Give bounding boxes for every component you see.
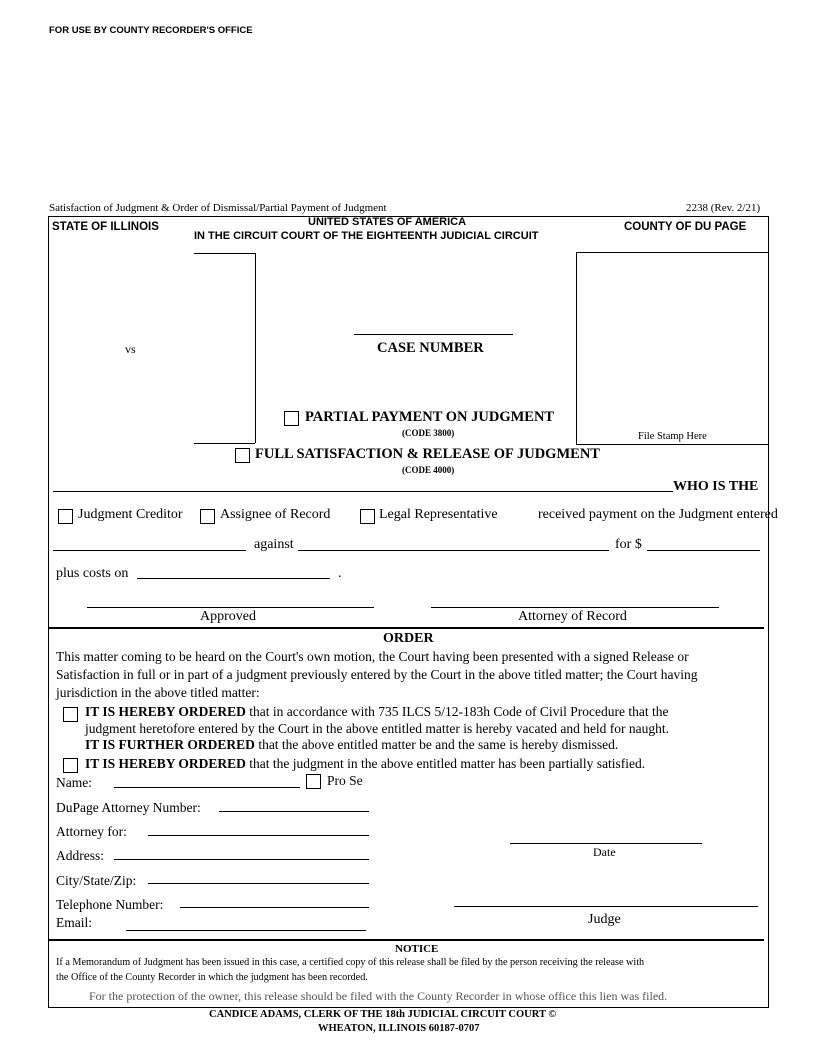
city-state-zip-field[interactable] <box>148 883 369 884</box>
judgment-creditor-checkbox[interactable] <box>58 509 73 524</box>
recorder-label: FOR USE BY COUNTY RECORDER'S OFFICE <box>49 25 253 36</box>
against-label: against <box>254 537 294 552</box>
plus-costs-label: plus costs on <box>56 566 129 581</box>
order-item1-line2: judgment heretofore entered by the Court in the above entitled matter is hereby vacated and held for naught. <box>85 721 670 736</box>
order-item1-line3 <box>85 737 618 753</box>
order-divider <box>48 627 764 629</box>
order-paragraph-line3: jurisdiction in the above titled matter: <box>56 685 260 700</box>
assignee-label: Assignee of Record <box>220 507 331 522</box>
notice-line2: the Office of the County Recorder in which the judgment has been recorded. <box>56 972 368 983</box>
notice-line1: If a Memorandum of Judgment has been issued in this case, a certified copy of this release shall be filed by the person receiving the release with <box>56 957 645 968</box>
partial-code: (CODE 3800) <box>402 428 455 438</box>
country-label: UNITED STATES OF AMERICA <box>308 216 467 228</box>
address-field[interactable] <box>114 859 369 860</box>
county-label: COUNTY OF DU PAGE <box>624 221 747 233</box>
caption-bracket-side <box>255 253 256 443</box>
frame-bottom <box>48 1007 769 1008</box>
case-number-field[interactable] <box>354 334 513 335</box>
assignee-checkbox[interactable] <box>200 509 215 524</box>
order-item2-line <box>85 756 645 772</box>
email-field[interactable] <box>126 930 366 931</box>
pro-se-label: Pro Se <box>327 773 363 788</box>
order-item2-text: that the judgment in the above entitled matter has been partially satisfied. <box>245 756 646 771</box>
file-stamp-label: File Stamp Here <box>638 431 707 442</box>
date-label: Date <box>593 845 616 859</box>
attorney-for-label: Attorney for: <box>56 824 127 839</box>
order-item1-bold: IT IS HEREBY ORDERED <box>85 704 246 719</box>
pro-se-checkbox[interactable] <box>306 774 321 789</box>
vs-label: vs <box>125 342 136 356</box>
period: . <box>338 566 342 581</box>
caption-bracket-bottom <box>194 443 255 444</box>
dupage-number-label: DuPage Attorney Number: <box>56 800 201 815</box>
dupage-number-field[interactable] <box>219 811 369 812</box>
creditor-field[interactable] <box>53 550 246 551</box>
for-dollar-label: for $ <box>615 537 642 552</box>
telephone-field[interactable] <box>180 907 369 908</box>
form-title: Satisfaction of Judgment & Order of Dismissal/Partial Payment of Judgment <box>49 202 387 214</box>
order-item1-text: that in accordance with 735 ILCS 5/12-183h Code of Civil Procedure that the <box>245 704 669 719</box>
order-item1-bold2: IT IS FURTHER ORDERED <box>85 737 255 752</box>
who-is-the-label: WHO IS THE <box>673 479 759 494</box>
order-item1-line1 <box>85 704 668 720</box>
name-label: Name: <box>56 775 92 790</box>
city-state-zip-label: City/State/Zip: <box>56 873 137 888</box>
amount-field[interactable] <box>647 550 760 551</box>
partial-payment-label: PARTIAL PAYMENT ON JUDGMENT <box>305 409 555 425</box>
telephone-label: Telephone Number: <box>56 897 164 912</box>
approved-signature-line[interactable] <box>87 607 374 608</box>
order-item1-text2: that the above entitled matter be and the same is hereby dismissed. <box>254 737 619 752</box>
notice-divider <box>48 939 764 941</box>
judge-signature-line[interactable] <box>454 906 758 907</box>
costs-date-field[interactable] <box>137 578 330 579</box>
date-line[interactable] <box>510 843 702 844</box>
legal-representative-label: Legal Representative <box>379 507 498 522</box>
email-label: Email: <box>56 915 92 930</box>
partial-order-checkbox[interactable] <box>63 758 78 773</box>
received-text: received payment on the Judgment entered <box>538 507 778 522</box>
partial-payment-checkbox[interactable] <box>284 411 299 426</box>
party-name-field[interactable] <box>53 491 673 492</box>
frame-left <box>48 216 49 1008</box>
case-number-label: CASE NUMBER <box>377 340 484 356</box>
clerk-name: CANDICE ADAMS, CLERK OF THE 18th JUDICIAL CIRCUIT COURT © <box>209 1009 557 1020</box>
attorney-signature-line[interactable] <box>431 607 719 608</box>
address-label: Address: <box>56 848 104 863</box>
attorney-of-record-label: Attorney of Record <box>518 609 627 624</box>
file-stamp-box <box>576 252 768 445</box>
full-satisfaction-label: FULL SATISFACTION & RELEASE OF JUDGMENT <box>255 446 600 462</box>
order-paragraph-line1: This matter coming to be heard on the Court's own motion, the Court having been presented with a signed Release or <box>56 649 689 664</box>
protection-note: For the protection of the owner, this release should be filed with the County Recorder in whose office this lien was filed. <box>89 989 668 1003</box>
court-label: IN THE CIRCUIT COURT OF THE EIGHTEENTH JUDICIAL CIRCUIT <box>194 230 539 242</box>
state-label: STATE OF ILLINOIS <box>52 221 159 233</box>
full-code: (CODE 4000) <box>402 465 455 475</box>
clerk-address: WHEATON, ILLINOIS 60187-0707 <box>318 1023 480 1034</box>
judge-label: Judge <box>588 912 621 927</box>
full-satisfaction-checkbox[interactable] <box>235 448 250 463</box>
notice-heading: NOTICE <box>395 943 439 955</box>
frame-right <box>768 216 769 1008</box>
debtor-field[interactable] <box>298 550 609 551</box>
form-number: 2238 (Rev. 2/21) <box>686 202 761 214</box>
caption-bracket-top <box>194 253 255 254</box>
dismissal-order-checkbox[interactable] <box>63 707 78 722</box>
order-paragraph-line2: Satisfaction in full or in part of a judgment previously entered by the Court in the above titled matter; the Court having <box>56 667 698 682</box>
judgment-creditor-label: Judgment Creditor <box>78 507 183 522</box>
approved-label: Approved <box>200 609 256 624</box>
order-item2-bold: IT IS HEREBY ORDERED <box>85 756 246 771</box>
name-field[interactable] <box>114 787 300 788</box>
legal-representative-checkbox[interactable] <box>360 509 375 524</box>
attorney-for-field[interactable] <box>148 835 369 836</box>
order-heading: ORDER <box>383 631 434 646</box>
